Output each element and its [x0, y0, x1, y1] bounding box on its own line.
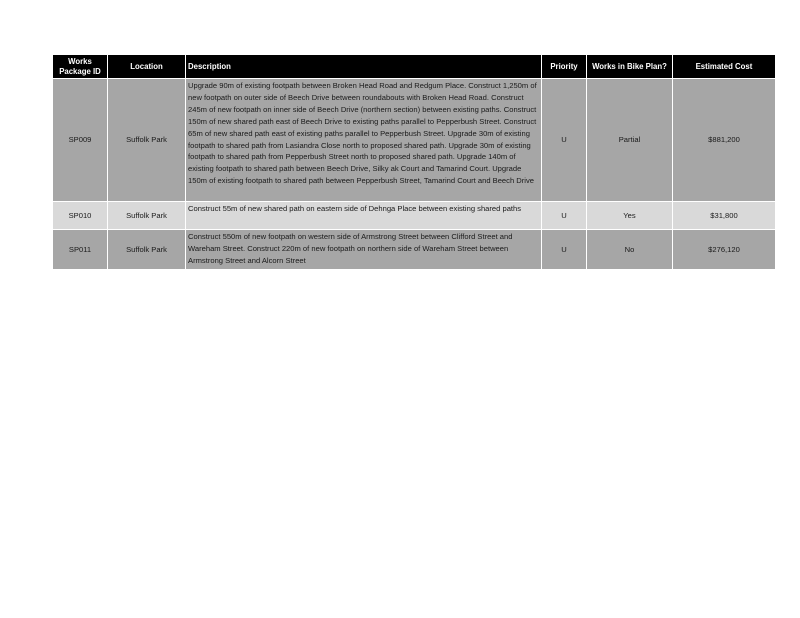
cell-estimated-cost: $31,800 — [673, 202, 776, 230]
cell-location: Suffolk Park — [108, 79, 186, 202]
works-table — [52, 55, 776, 270]
table-row — [53, 79, 776, 202]
table-header-row — [53, 55, 776, 79]
cell-description: Construct 550m of new footpath on western side of Armstrong Street between Clifford Street and Wareham Street. Construct 220m of new footpath on northern side of Wareham Street between Armstrong Street and Alcorn Street — [186, 230, 542, 270]
cell-works-package-id: SP009 — [53, 79, 108, 202]
cell-description: Construct 55m of new shared path on eastern side of Dehnga Place between existing shared paths — [186, 202, 542, 230]
cell-priority: U — [542, 230, 587, 270]
table-row — [53, 230, 776, 270]
cell-estimated-cost: $276,120 — [673, 230, 776, 270]
header-description: Description — [186, 55, 542, 79]
cell-estimated-cost: $881,200 — [673, 79, 776, 202]
header-works-package-id: Works Package ID — [53, 55, 108, 79]
cell-location: Suffolk Park — [108, 230, 186, 270]
cell-bike-plan: Yes — [587, 202, 673, 230]
header-works-in-bike-plan: Works in Bike Plan? — [587, 55, 673, 79]
header-location: Location — [108, 55, 186, 79]
cell-works-package-id: SP011 — [53, 230, 108, 270]
header-estimated-cost: Estimated Cost — [673, 55, 776, 79]
cell-location: Suffolk Park — [108, 202, 186, 230]
cell-description: Upgrade 90m of existing footpath between Broken Head Road and Redgum Place. Construct 1,250m of new footpath on outer side of Beech Drive between roundabouts with Broken Head Road. Construct 245m of new footpath on inner side of Beech Drive (northern section) between existing paths. Construct 150m of new shared path east of Beech Drive to existing paths parallel to Pepperbush Street. Construct 65m of new shared path east of existing paths parallel to Pepperbush Street. Upgrade 30m of existing footpath to shared path from Lasiandra Close north to proposed shared path. Upgrade 30m of existing footpath to shared path from Pepperbush Street north to proposed shared path. Upgrade 140m of existing footpath to shared path between Beech Drive, Silky ak Court and Tamarind Court. Upgrade 150m of existing footpath to shared path between Pepperbush Street, Tamarind Court and Beech Drive — [186, 79, 542, 202]
header-priority: Priority — [542, 55, 587, 79]
cell-bike-plan: No — [587, 230, 673, 270]
cell-priority: U — [542, 202, 587, 230]
cell-priority: U — [542, 79, 587, 202]
cell-works-package-id: SP010 — [53, 202, 108, 230]
table-row — [53, 202, 776, 230]
cell-bike-plan: Partial — [587, 79, 673, 202]
